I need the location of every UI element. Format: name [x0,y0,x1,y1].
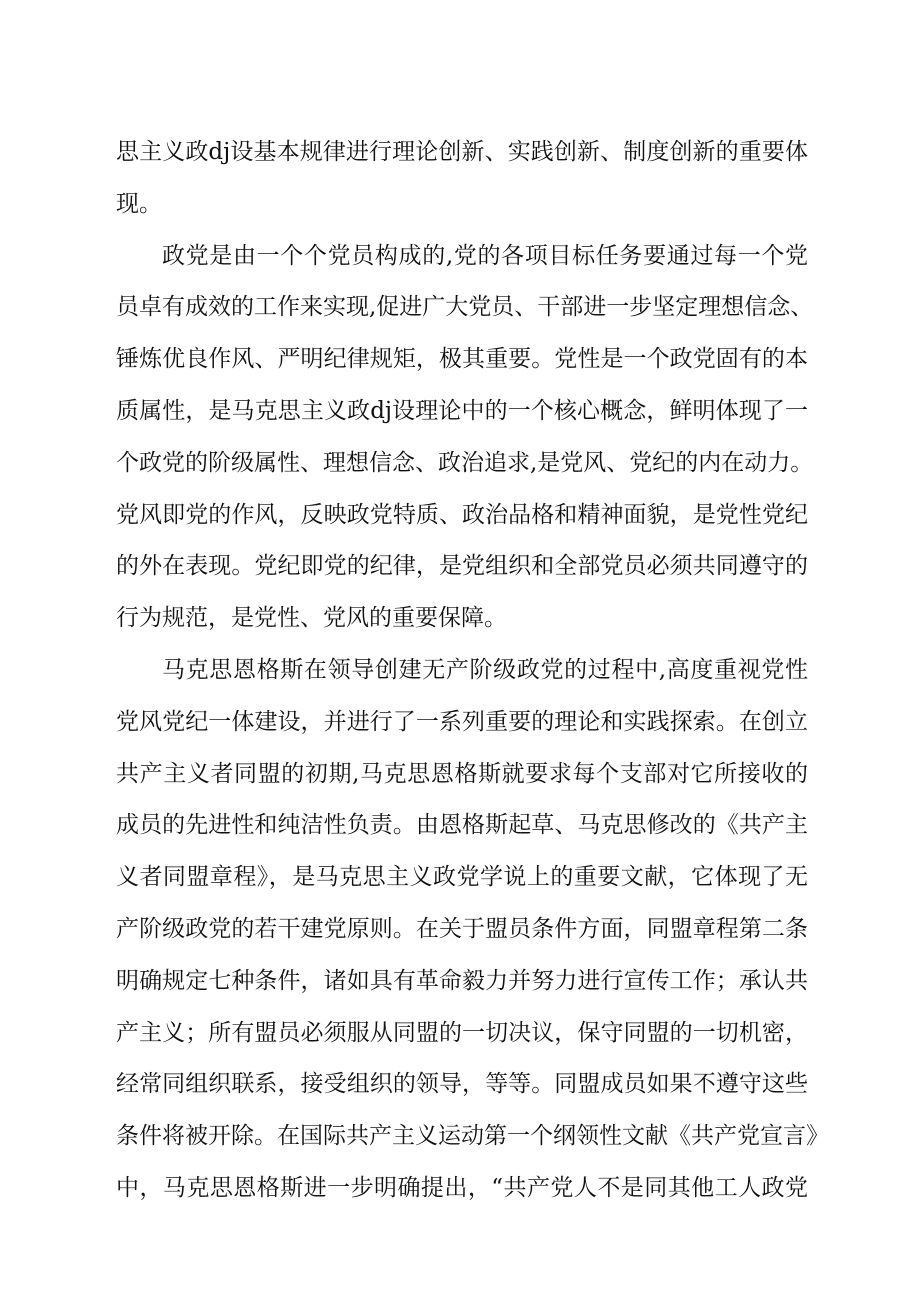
paragraph-2-line-6: 党风即党的作风，反映政党特质、政治品格和精神面貌，是党性党纪 [116,501,808,528]
paragraph-3-line-10: 条件将被开除。在国际共产主义运动第一个纲领性文献《共产党宣言》 [116,1123,829,1150]
paragraph-2-line-3: 锤炼优良作风、严明纪律规矩，极其重要。党性是一个政党固有的本 [116,346,808,373]
paragraph-1-line-1: 思主义政dj设基本规律进行理论创新、实践创新、制度创新的重要体 [116,139,808,165]
paragraph-3-line-5: 义者同盟章程》，是马克思主义政党学说上的重要文献，它体现了无 [116,864,808,891]
paragraph-2-line-5: 个政党的阶级属性、理想信念、政治追求,是党风、党纪的内在动力。 [116,449,814,476]
paragraph-3-line-2: 党风党纪一体建设，并进行了一系列重要的理论和实践探索。在创立 [116,708,808,735]
paragraph-3-line-11: 中，马克思恩格斯进一步明确提出，“共产党人不是同其他工人政党 [116,1174,808,1201]
paragraph-3-line-9: 经常同组织联系，接受组织的领导，等等。同盟成员如果不遵守这些 [116,1071,808,1098]
paragraph-3-line-4: 成员的先进性和纯洁性负责。由恩格斯起草、马克思修改的《共产主 [116,812,808,839]
paragraph-3-line-6: 产阶级政党的若干建党原则。在关于盟员条件方面，同盟章程第二条 [116,915,808,942]
paragraph-2-line-4: 质属性，是马克思主义政dj设理论中的一个核心概念，鲜明体现了一 [116,397,808,424]
paragraph-2-line-2: 员卓有成效的工作来实现,促进广大党员、干部进一步坚定理想信念、 [116,294,814,321]
paragraph-2-line-7: 的外在表现。党纪即党的纪律，是党组织和全部党员必须共同遵守的 [116,553,808,580]
paragraph-3-line-8: 产主义；所有盟员必须服从同盟的一切决议，保守同盟的一切机密， [116,1019,808,1046]
body-text [116,127,829,1215]
paragraph-3-line-1: 马克思恩格斯在领导创建无产阶级政党的过程中,高度重视党性 [162,656,808,683]
paragraph-1-line-2: 现。 [116,190,162,217]
paragraph-3-line-3: 共产主义者同盟的初期,马克思恩格斯就要求每个支部对它所接收的 [116,760,808,787]
paragraph-3-line-7: 明确规定七种条件，诸如具有革命毅力并努力进行宣传工作；承认共 [116,967,808,994]
paragraph-2-line-8: 行为规范，是党性、党风的重要保障。 [116,605,507,632]
paragraph-2-line-1: 政党是由一个个党员构成的,党的各项目标任务要通过每一个党 [162,242,808,269]
